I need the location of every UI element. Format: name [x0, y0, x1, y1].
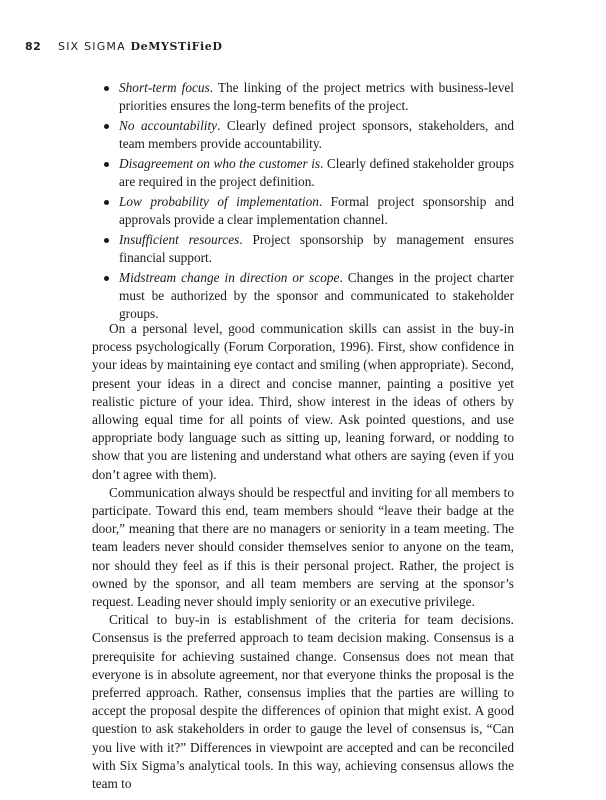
bullet-icon	[104, 238, 109, 243]
list-item	[100, 155, 514, 191]
list-item	[100, 117, 514, 153]
book-title: DeMYSTiFieD	[130, 40, 223, 53]
bullet-term: Disagreement on who the customer is	[119, 155, 321, 171]
bullet-term: Insufficient resources	[119, 231, 240, 247]
bullet-text: . Formal project sponsorship and approvals provide a clear implementation channel.	[119, 193, 514, 227]
list-item	[100, 231, 514, 267]
page-number: 82	[25, 40, 42, 53]
body-text	[92, 320, 514, 793]
bullet-icon	[104, 124, 109, 129]
bullet-text: . The linking of the project metrics with business-level priorities ensures the long-term benefits of the project.	[119, 80, 514, 114]
paragraph: On a personal level, good communication skills can assist in the buy-in process psychologically (Forum Corporation, 1996). First, show confidence in your ideas by maintaining eye contact and smiling (when appropriate). Second, present your ideas in a direct and concise manner, painting a positive yet realistic picture of your idea. Third, show interest in the ideas of others by allowing equal time for all points of view. Ask pointed questions, and use appropriate body language such as sitting up, leaning forward, or nodding to show that you are listening and understand what others are saying (even if you don’t agree with them).	[92, 321, 514, 482]
bullet-term: No accountability	[119, 117, 218, 133]
bullet-list	[100, 79, 514, 325]
list-item	[100, 79, 514, 115]
bullet-term: Midstream change in direction or scope	[119, 269, 340, 285]
bullet-text: . Project sponsorship by management ensures financial support.	[119, 231, 514, 265]
bullet-icon	[104, 276, 109, 281]
bullet-text: . Changes in the project charter must be authorized by the sponsor and communicated to stakeholder groups.	[119, 269, 514, 321]
series-title: SIX SIGMA	[58, 40, 126, 53]
list-item	[100, 193, 514, 229]
running-head	[25, 40, 223, 53]
list-item	[100, 269, 514, 324]
bullet-text: . Clearly defined stakeholder groups are required in the project definition.	[119, 155, 514, 190]
paragraph: Critical to buy-in is establishment of the criteria for team decisions. Consensus is the preferred approach to team decision making. Consensus is a prerequisite for achieving sustained change. Consensus does not mean that everyone is in absolute agreement, nor that everyone thinks the proposal is the preferred approach. Rather, consensus implies that the parties are willing to accept the proposal despite the differences of opinion that might exist. A good question to ask stakeholders in order to gauge the level of consensus is, “Can you live with it?” Differences in viewpoint are accepted and can be reconciled with Six Sigma’s analytical tools. In this way, achieving consensus allows the team to	[92, 612, 514, 792]
bullet-icon	[104, 200, 109, 205]
paragraph: Communication always should be respectful and inviting for all members to participate. Toward this end, team members should “leave their badge at the door,” meaning that there are no managers or seniority in a team meeting. The team leaders never should consider themselves senior to anyone on the team, nor should they feel as if this is their personal project. Rather, the project is owned by the sponsor, and all team members are serving at the sponsor’s request. Leading never should imply seniority or an executive privilege.	[92, 484, 514, 610]
bullet-term: Low probability of implementation	[119, 193, 319, 209]
bullet-text: . Clearly defined project sponsors, stakeholders, and team members provide accountability.	[119, 117, 514, 152]
bullet-icon	[104, 162, 109, 167]
bullet-term: Short-term focus	[119, 80, 210, 95]
bullet-icon	[104, 86, 109, 91]
